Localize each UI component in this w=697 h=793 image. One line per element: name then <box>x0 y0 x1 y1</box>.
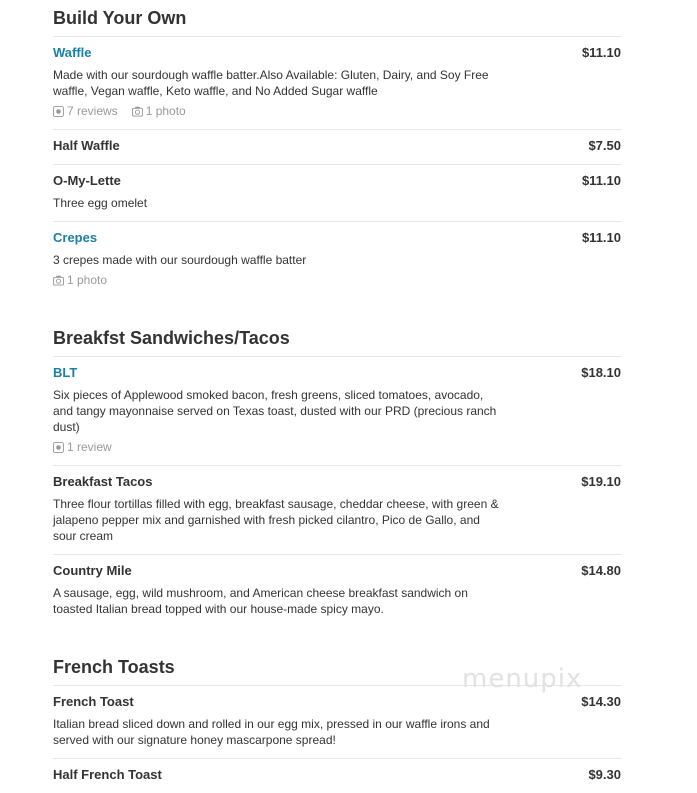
reviews-link[interactable] <box>53 439 112 455</box>
menu-item-blt <box>53 357 621 466</box>
item-name-country-mile: Country Mile <box>53 563 132 578</box>
item-price: $14.80 <box>581 563 621 578</box>
menu-item-country-mile <box>53 555 621 627</box>
item-description: Made with our sourdough waffle batter.Also Available: Gluten, Dairy, and Soy Free waffle, Vegan waffle, Keto waffle, and No Added Sugar waffle <box>53 68 489 98</box>
section-title: Breakfst Sandwiches/Tacos <box>53 320 621 357</box>
section-build-your-own <box>53 0 621 298</box>
item-description: Six pieces of Applewood smoked bacon, fresh greens, sliced tomatoes, avocado, and tangy mayonnaise served on Texas toast, dusted with our PRD (precious ranch dust) <box>53 388 497 434</box>
reviews-count: 7 reviews <box>67 104 118 118</box>
item-name-blt[interactable]: BLT <box>53 365 78 380</box>
item-name-crepes[interactable]: Crepes <box>53 230 98 245</box>
item-price: $14.30 <box>581 694 621 709</box>
item-description: Three egg omelet <box>53 196 148 210</box>
section-breakfast-sandwiches <box>53 320 621 627</box>
item-price: $19.10 <box>581 474 621 489</box>
menu-item-crepes <box>53 222 621 298</box>
photos-count: 1 photo <box>145 104 186 118</box>
item-price: $7.50 <box>588 138 621 153</box>
item-price: $9.30 <box>588 767 621 782</box>
item-description: A sausage, egg, wild mushroom, and American cheese breakfast sandwich on toasted Italian bread topped with our house-made spicy mayo. <box>53 586 468 616</box>
reviews-count: 1 review <box>67 440 112 454</box>
star-box-icon <box>53 442 64 453</box>
section-title: Build Your Own <box>53 0 621 37</box>
menu-item-breakfast-tacos <box>53 466 621 555</box>
item-description: Three flour tortillas filled with egg, breakfast sausage, cheddar cheese, with green & jalapeno pepper mix and garnished with fresh picked cilantro, Pico de Gallo, and sour cream <box>53 497 499 543</box>
item-name-french-toast: French Toast <box>53 694 134 709</box>
item-description: Italian bread sliced down and rolled in our egg mix, pressed in our waffle irons and served with our signature honey mascarpone spread! <box>53 717 490 747</box>
photos-link[interactable] <box>53 272 107 288</box>
item-price: $11.10 <box>581 45 621 60</box>
item-name-half-waffle: Half Waffle <box>53 138 120 153</box>
item-meta <box>53 272 621 288</box>
menu-item-half-french-toast <box>53 759 621 793</box>
item-name-o-my-lette: O-My-Lette <box>53 173 121 188</box>
camera-icon <box>132 106 143 117</box>
item-meta <box>53 439 621 455</box>
item-name-waffle[interactable]: Waffle <box>53 45 92 60</box>
item-description: 3 crepes made with our sourdough waffle batter <box>53 253 307 267</box>
menu-item-french-toast <box>53 686 621 759</box>
item-price: $11.10 <box>581 173 621 188</box>
item-meta <box>53 103 621 119</box>
star-box-icon <box>53 106 64 117</box>
photos-count: 1 photo <box>67 273 108 287</box>
menu-item-o-my-lette <box>53 165 621 222</box>
item-price: $18.10 <box>581 365 621 380</box>
item-price: $11.10 <box>581 230 621 245</box>
camera-icon <box>53 275 64 286</box>
menupix-watermark: menupix <box>462 664 583 694</box>
section-title: French Toasts <box>53 649 621 686</box>
menu-item-half-waffle <box>53 130 621 165</box>
photos-link[interactable] <box>132 103 186 119</box>
item-name-half-french-toast: Half French Toast <box>53 767 162 782</box>
item-name-breakfast-tacos: Breakfast Tacos <box>53 474 153 489</box>
reviews-link[interactable] <box>53 103 118 119</box>
menu-item-waffle <box>53 37 621 130</box>
